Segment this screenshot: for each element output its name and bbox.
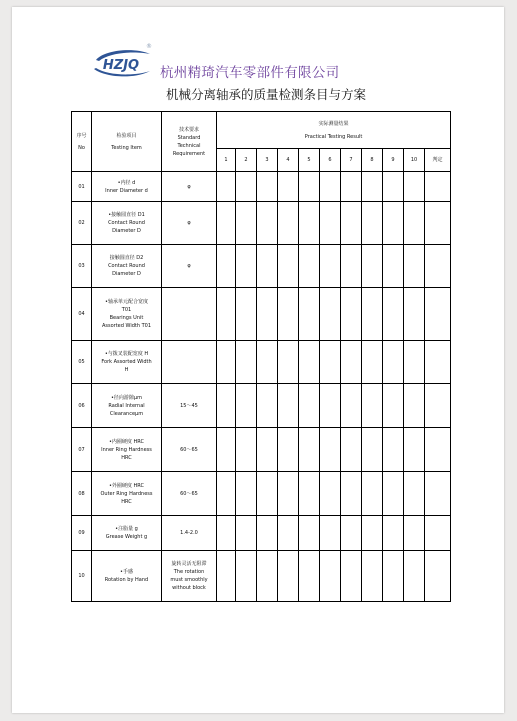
row-no: 09: [72, 516, 92, 551]
result-cell[interactable]: [299, 516, 320, 551]
result-cell[interactable]: [362, 341, 383, 384]
result-cell[interactable]: [362, 202, 383, 245]
result-cell[interactable]: [341, 202, 362, 245]
requirement-line: φ: [187, 220, 191, 226]
row-no: 05: [72, 341, 92, 384]
header-req-en3: Requirement: [172, 150, 206, 157]
result-cell[interactable]: [383, 551, 404, 602]
result-col-10: 10: [404, 149, 425, 172]
document-title: 机械分离轴承的质量检测条目与方案: [166, 87, 367, 102]
result-cell[interactable]: [257, 172, 278, 202]
requirement-line: The rotation: [173, 569, 205, 575]
result-cell[interactable]: [362, 384, 383, 428]
testing-item-line: •内径 d: [117, 179, 136, 186]
result-cell[interactable]: [320, 551, 341, 602]
result-cell[interactable]: [320, 516, 341, 551]
testing-item-line: Inner Ring Hardness: [101, 446, 152, 453]
result-cell[interactable]: [362, 472, 383, 516]
result-cell[interactable]: [404, 172, 425, 202]
judge-cell[interactable]: [425, 428, 451, 472]
result-cell[interactable]: [236, 551, 257, 602]
testing-item-line: H: [124, 367, 129, 373]
result-cell[interactable]: [257, 202, 278, 245]
result-cell[interactable]: [217, 428, 236, 472]
testing-item-line: HRC: [121, 498, 132, 505]
result-cell[interactable]: [257, 245, 278, 288]
result-cell[interactable]: [383, 472, 404, 516]
table-row: [72, 288, 451, 341]
row-testing-item: [92, 245, 162, 288]
result-cell[interactable]: [383, 428, 404, 472]
testing-item-line: Assorted Width T01: [101, 323, 152, 329]
judge-cell[interactable]: [425, 202, 451, 245]
result-cell[interactable]: [341, 288, 362, 341]
result-cell[interactable]: [236, 384, 257, 428]
row-testing-item: [92, 428, 162, 472]
result-cell[interactable]: [236, 516, 257, 551]
result-cell[interactable]: [278, 384, 299, 428]
requirement-line: φ: [187, 183, 191, 190]
header-item-cn: 检验项目: [116, 132, 137, 139]
result-cell[interactable]: [278, 288, 299, 341]
judge-cell[interactable]: [425, 516, 451, 551]
testing-item-line: Radial Internal: [108, 402, 145, 409]
result-cell[interactable]: [383, 341, 404, 384]
table-row: [72, 551, 451, 602]
registered-mark: ®: [146, 43, 152, 50]
header-req-en2: Technical: [177, 142, 201, 149]
requirement-line: φ: [187, 263, 191, 269]
result-cell[interactable]: [278, 245, 299, 288]
result-cell[interactable]: [362, 288, 383, 341]
result-cell[interactable]: [278, 472, 299, 516]
result-cell[interactable]: [236, 341, 257, 384]
result-cell[interactable]: [404, 516, 425, 551]
row-testing-item: [92, 172, 162, 202]
result-cell[interactable]: [404, 202, 425, 245]
testing-item-line: •注脂量 g: [115, 526, 138, 532]
result-cell[interactable]: [362, 516, 383, 551]
table-row: [72, 245, 451, 288]
result-cell[interactable]: [320, 288, 341, 341]
result-cell[interactable]: [320, 202, 341, 245]
row-no: 07: [72, 428, 92, 472]
testing-item-line: •径向游隙μm: [110, 394, 142, 401]
result-cell[interactable]: [278, 202, 299, 245]
row-requirement: [162, 472, 217, 516]
result-cell[interactable]: [217, 288, 236, 341]
header-req-cn: 技术要求: [178, 126, 199, 133]
result-cell[interactable]: [299, 245, 320, 288]
result-cell[interactable]: [404, 428, 425, 472]
result-cell[interactable]: [236, 202, 257, 245]
result-cell[interactable]: [278, 341, 299, 384]
result-cell[interactable]: [217, 341, 236, 384]
requirement-line: 旋转灵活无阻滞: [171, 561, 207, 567]
testing-item-line: •接触圆直径 D1: [108, 212, 145, 218]
requirement-line: 60～65: [180, 446, 198, 453]
inspection-table: [71, 111, 451, 602]
row-requirement: [162, 202, 217, 245]
result-col-6: 6: [320, 149, 341, 172]
requirement-line: without block: [172, 585, 206, 591]
result-cell[interactable]: [236, 172, 257, 202]
result-cell[interactable]: [257, 384, 278, 428]
result-cell[interactable]: [257, 428, 278, 472]
row-requirement: [162, 516, 217, 551]
result-col-7: 7: [341, 149, 362, 172]
result-col-8: 8: [362, 149, 383, 172]
testing-item-line: •外圈硬度 HRC: [108, 482, 144, 489]
result-cell[interactable]: [236, 288, 257, 341]
result-cell[interactable]: [404, 341, 425, 384]
result-cell[interactable]: [320, 428, 341, 472]
result-cell[interactable]: [362, 428, 383, 472]
company-name: 杭州精琦汽车零部件有限公司: [160, 65, 340, 81]
result-cell[interactable]: [217, 245, 236, 288]
result-cell[interactable]: [404, 384, 425, 428]
result-cell[interactable]: [236, 245, 257, 288]
table-row: [72, 472, 451, 516]
judge-cell[interactable]: [425, 245, 451, 288]
result-cell[interactable]: [217, 472, 236, 516]
result-cell[interactable]: [299, 472, 320, 516]
judge-cell[interactable]: [425, 551, 451, 602]
row-no: 02: [72, 202, 92, 245]
header-no-cn: 序号: [76, 132, 87, 139]
result-cell[interactable]: [341, 384, 362, 428]
result-cell[interactable]: [299, 202, 320, 245]
judge-cell[interactable]: [425, 384, 451, 428]
testing-item-line: •轴承单元配合宽度: [105, 299, 148, 305]
testing-item-line: Diameter D: [112, 271, 141, 277]
row-requirement: [162, 288, 217, 341]
testing-item-line: HRC: [121, 454, 132, 461]
result-cell[interactable]: [341, 245, 362, 288]
row-no: 06: [72, 384, 92, 428]
table-body: [72, 172, 451, 602]
result-cell[interactable]: [299, 288, 320, 341]
result-cell[interactable]: [299, 551, 320, 602]
header-results-cn: 实际测量结果: [318, 120, 349, 127]
header-no: [72, 112, 92, 172]
result-cell[interactable]: [320, 341, 341, 384]
result-cell[interactable]: [362, 551, 383, 602]
requirement-line: must smoothly: [170, 577, 208, 583]
testing-item-line: Grease Weight g: [105, 534, 148, 540]
result-col-5: 5: [299, 149, 320, 172]
header-item-en: Testing Item: [111, 144, 142, 151]
result-cell[interactable]: [320, 384, 341, 428]
testing-item-line: Contact Round: [108, 220, 145, 226]
row-testing-item: [92, 516, 162, 551]
result-col-1: 1: [217, 149, 236, 172]
result-cell[interactable]: [236, 472, 257, 516]
row-requirement: [162, 551, 217, 602]
result-cell[interactable]: [257, 472, 278, 516]
table-row: [72, 202, 451, 245]
table-row: [72, 341, 451, 384]
requirement-line: 1.4-2.0: [180, 530, 198, 536]
result-cell[interactable]: [383, 172, 404, 202]
requirement-line: 15～45: [180, 402, 198, 409]
testing-item-line: Bearings Unit: [109, 315, 144, 321]
result-cell[interactable]: [404, 245, 425, 288]
result-cell[interactable]: [236, 428, 257, 472]
row-testing-item: [92, 472, 162, 516]
result-cell[interactable]: [341, 341, 362, 384]
header-requirement: [162, 112, 217, 172]
testing-item-line: Fork Assorted Width: [101, 359, 152, 365]
result-cell[interactable]: [320, 472, 341, 516]
header-item: [92, 112, 162, 172]
result-cell[interactable]: [341, 172, 362, 202]
row-no: 04: [72, 288, 92, 341]
result-cell[interactable]: [217, 384, 236, 428]
row-requirement: [162, 384, 217, 428]
result-col-judge: 判定: [425, 149, 451, 172]
result-cell[interactable]: [217, 551, 236, 602]
result-col-4: 4: [278, 149, 299, 172]
row-requirement: [162, 341, 217, 384]
judge-cell[interactable]: [425, 472, 451, 516]
testing-item-line: Rotation by Hand: [104, 577, 149, 583]
result-cell[interactable]: [404, 551, 425, 602]
result-cell[interactable]: [217, 516, 236, 551]
result-cell[interactable]: [257, 551, 278, 602]
result-cell[interactable]: [341, 516, 362, 551]
row-no: 10: [72, 551, 92, 602]
result-cell[interactable]: [383, 288, 404, 341]
table-row: [72, 384, 451, 428]
testing-item-line: Clearanceμm: [109, 410, 144, 417]
testing-item-line: •内圈硬度 HRC: [108, 438, 144, 445]
header-req-en1: Standard: [177, 134, 201, 141]
result-cell[interactable]: [362, 172, 383, 202]
result-cell[interactable]: [217, 172, 236, 202]
row-testing-item: [92, 551, 162, 602]
table-row: [72, 428, 451, 472]
requirement-line: 60～65: [180, 490, 198, 497]
result-cell[interactable]: [278, 172, 299, 202]
result-cell[interactable]: [383, 516, 404, 551]
header-results: [217, 112, 451, 149]
result-cell[interactable]: [404, 472, 425, 516]
judge-cell[interactable]: [425, 341, 451, 384]
result-cell[interactable]: [404, 288, 425, 341]
result-col-3: 3: [257, 149, 278, 172]
result-cell[interactable]: [217, 202, 236, 245]
row-no: 08: [72, 472, 92, 516]
row-requirement: [162, 172, 217, 202]
testing-item-line: Contact Round: [108, 263, 145, 269]
result-cell[interactable]: [299, 384, 320, 428]
testing-item-line: Inner Diameter d: [105, 187, 148, 194]
result-cell[interactable]: [383, 384, 404, 428]
result-cell[interactable]: [383, 202, 404, 245]
result-cell[interactable]: [320, 245, 341, 288]
testing-item-line: Outer Ring Hardness: [100, 490, 153, 497]
result-cell[interactable]: [341, 551, 362, 602]
result-col-2: 2: [236, 149, 257, 172]
header-no-en: No: [78, 144, 85, 151]
row-testing-item: [92, 288, 162, 341]
result-cell[interactable]: [257, 341, 278, 384]
row-requirement: [162, 245, 217, 288]
result-cell[interactable]: [257, 516, 278, 551]
result-cell[interactable]: [383, 245, 404, 288]
testing-item-line: •手感: [120, 569, 133, 575]
result-cell[interactable]: [341, 428, 362, 472]
result-cell[interactable]: [278, 428, 299, 472]
testing-item-line: T01: [121, 307, 132, 313]
row-requirement: [162, 428, 217, 472]
header-results-en: Practical Testing Result: [304, 133, 363, 140]
row-testing-item: [92, 384, 162, 428]
result-cell[interactable]: [278, 551, 299, 602]
result-cell[interactable]: [362, 245, 383, 288]
result-cell[interactable]: [299, 341, 320, 384]
table-row: [72, 516, 451, 551]
row-no: 03: [72, 245, 92, 288]
row-testing-item: [92, 341, 162, 384]
row-testing-item: [92, 202, 162, 245]
hzjq-logo: [90, 47, 154, 80]
table-row: [72, 172, 451, 202]
judge-cell[interactable]: [425, 172, 451, 202]
result-cell[interactable]: [299, 428, 320, 472]
testing-item-line: Diameter D: [112, 228, 141, 234]
svg-text:HZJQ: HZJQ: [102, 58, 140, 73]
judge-cell[interactable]: [425, 288, 451, 341]
result-cell[interactable]: [257, 288, 278, 341]
result-col-9: 9: [383, 149, 404, 172]
result-cell[interactable]: [341, 472, 362, 516]
result-cell[interactable]: [299, 172, 320, 202]
testing-item-line: 接触圆直径 D2: [109, 255, 144, 261]
row-no: 01: [72, 172, 92, 202]
result-cell[interactable]: [320, 172, 341, 202]
testing-item-line: •与拨叉装配宽度 H: [104, 351, 149, 357]
result-cell[interactable]: [278, 516, 299, 551]
